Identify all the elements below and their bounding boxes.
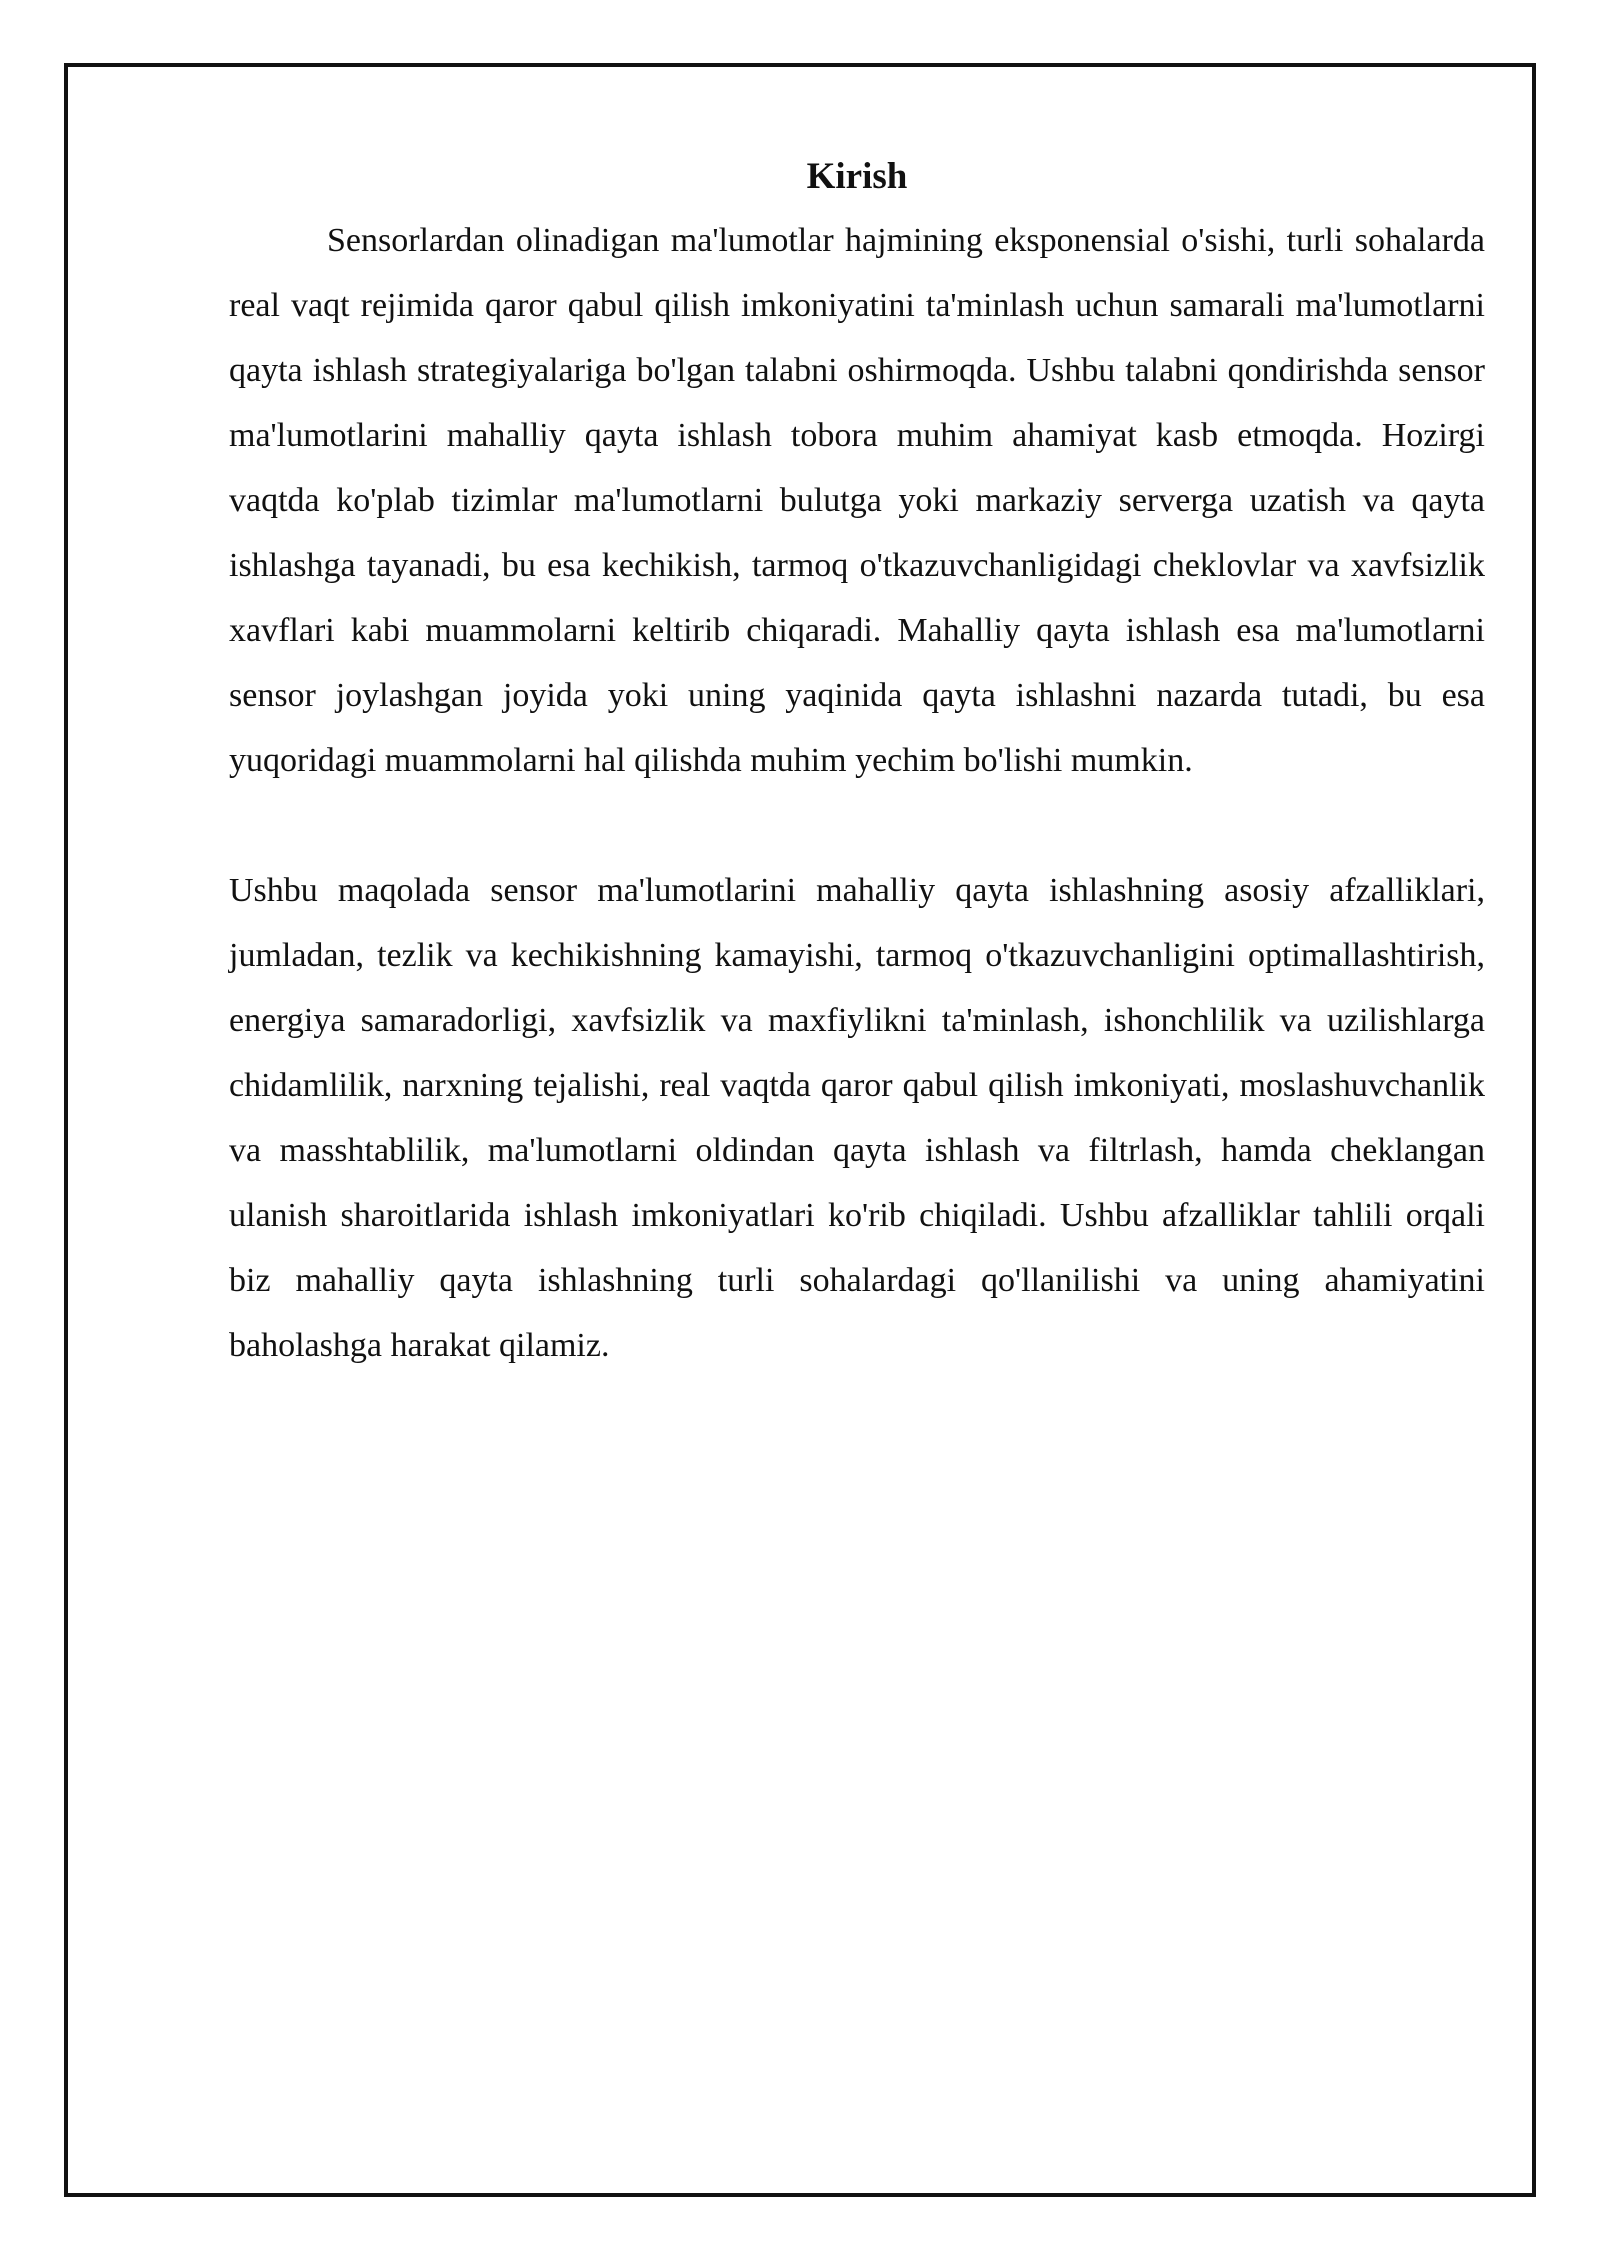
paragraph-spacer (229, 793, 1485, 858)
document-title: Kirish (806, 156, 908, 197)
intro-paragraph-1: Sensorlardan olinadigan ma'lumotlar hajmining eksponensial o'sishi, turli sohalarda real vaqt rejimida qaror qabul qilish imkoniyatini ta'minlash uchun samarali ma'lumotlarni qayta ishlash strategiyalariga bo'lgan talabni oshirmoqda. Ushbu talabni qondirishda sensor ma'lumotlarini mahalliy qayta ishlash tobora muhim ahamiyat kasb etmoqda. Hozirgi vaqtda ko'plab tizimlar ma'lumotlarni bulutga yoki markaziy serverga uzatish va qayta ishlashga tayanadi, bu esa kechikish, tarmoq o'tkazuvchanligidagi cheklovlar va xavfsizlik xavflari kabi muammolarni keltirib chiqaradi. Mahalliy qayta ishlash esa ma'lumotlarni sensor joylashgan joyida yoki uning yaqinida qayta ishlashni nazarda tutadi, bu esa yuqoridagi muammolarni hal qilishda muhim yechim bo'lishi mumkin. (229, 222, 1485, 779)
document-body (229, 148, 1485, 1378)
intro-paragraph-2: Ushbu maqolada sensor ma'lumotlarini mahalliy qayta ishlashning asosiy afzalliklari, jumladan, tezlik va kechikishning kamayishi, tarmoq o'tkazuvchanligini optimallashtirish, energiya samaradorligi, xavfsizlik va maxfiylikni ta'minlash, ishonchlilik va uzilishlarga chidamlilik, narxning tejalishi, real vaqtda qaror qabul qilish imkoniyati, moslashuvchanlik va masshtablilik, ma'lumotlarni oldindan qayta ishlash va filtrlash, hamda cheklangan ulanish sharoitlarida ishlash imkoniyatlari ko'rib chiqiladi. Ushbu afzalliklar tahlili orqali biz mahalliy qayta ishlashning turli sohalardagi qo'llanilishi va uning ahamiyatini baholashga harakat qilamiz. (229, 872, 1485, 1364)
